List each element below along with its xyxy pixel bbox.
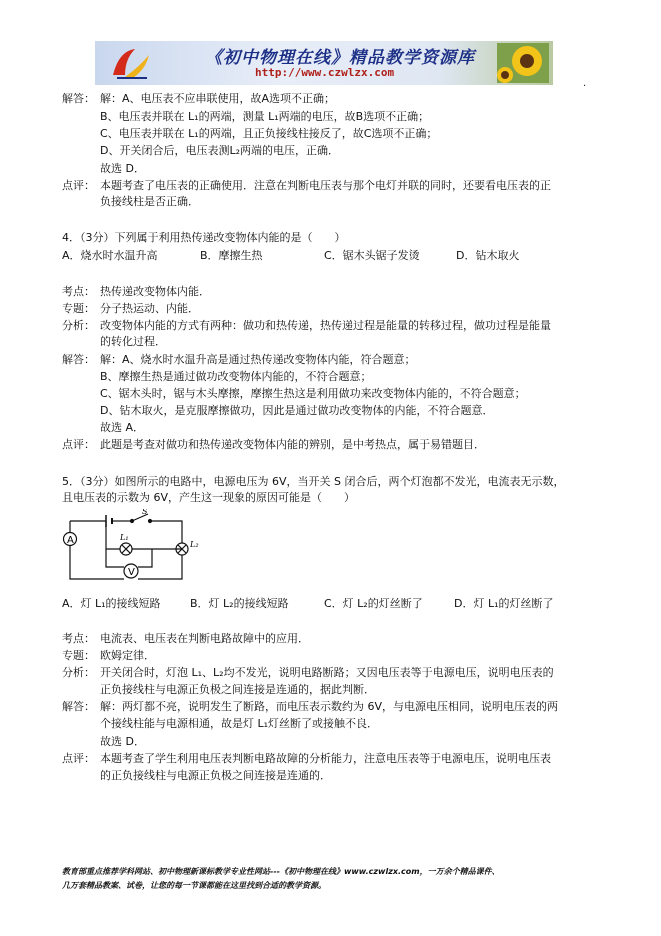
site-banner [95,41,553,85]
comment-line: 的正负接线柱与电源正负极之间连接是连通的． [100,769,331,782]
jieda-label: 解答： [62,700,95,713]
zhuanti-text: 分子热运动、内能． [100,302,199,315]
answer-line: 故选 A． [100,421,145,434]
zhuanti-label: 专题： [62,302,95,315]
option-a: A．灯 L₁的接线短路 [62,597,161,610]
comment-line: 本题考查了电压表的正确使用．注意在判断电压表与那个电灯并联的同时，还要看电压表的正 [100,179,551,192]
answer-line: 解：两灯都不亮，说明发生了断路，而电压表示数约为 6V，与电源电压相同，说明电压表的两 [100,700,559,713]
question-5-stem: 5．（3分）如图所示的电路中，电源电压为 6V，当开关 S 闭合后，两个灯泡都不发光，电流表无示数， [62,475,565,488]
comment-line: 本题考查了学生利用电压表判断电路故障的分析能力，注意电压表等于电源电压，说明电压表 [100,752,551,765]
answer-line: 解：A、电压表不应串联使用，故A选项不正确； [100,92,336,105]
sunflower-icon [497,43,549,83]
question-4-stem: 4．（3分）下列属于利用热传递改变物体内能的是（ ） [62,231,346,244]
kaodian-text: 电流表、电压表在判断电路故障中的应用． [100,632,309,645]
banner-url: http://www.czwlzx.com [255,66,395,79]
kaodian-text: 热传递改变物体内能． [100,285,210,298]
answer-line: C、电压表并联在 L₁的两端，且正负接线柱接反了，故C选项不正确； [100,127,438,140]
answer-line: D、钻木取火，是克服摩擦做功，因此是通过做功改变物体的内能，不符合题意． [100,404,494,417]
lamp2-label: L₂ [190,540,199,549]
answer-line: C、锯木头时，锯与木头摩擦，摩擦生热这是利用做功来改变物体内能的，不符合题意； [100,387,526,400]
ammeter-label: A [67,535,74,546]
option-b: B．摩擦生热 [200,249,263,262]
option-d: D．灯 L₁的灯丝断了 [454,597,554,610]
fenxi-label: 分析： [62,319,95,332]
zhuanti-label: 专题： [62,649,95,662]
circuit-diagram [62,509,202,589]
answer-line: 解：A、烧水时水温升高是通过热传递改变物体内能，符合题意； [100,353,416,366]
answer-line: 故选 D． [100,162,145,175]
corner-mark: . [583,78,587,89]
option-b: B．灯 L₂的接线短路 [190,597,289,610]
lamp1-label: L₁ [120,533,129,542]
kaodian-label: 考点： [62,285,95,298]
dianping-label: 点评： [62,438,95,451]
answer-line: 故选 D． [100,735,145,748]
footer-line-2: 几万套精品教案、试卷，让您的每一节课都能在这里找到合适的教学资源。 [62,881,326,890]
zhuanti-text: 欧姆定律． [100,649,155,662]
option-a: A．烧水时水温升高 [62,249,158,262]
jieda-label: 解答： [62,92,95,105]
question-5-stem: 且电压表的示数为 6V，产生这一现象的原因可能是（ ） [62,491,356,504]
analysis-line: 改变物体内能的方式有两种：做功和热传递，热传递过程是能量的转移过程，做功过程是能量 [100,319,551,332]
dianping-label: 点评： [62,179,95,192]
answer-line: 个接线柱能与电源相通，故是灯 L₁灯丝断了或接触不良． [100,717,379,730]
analysis-line: 开关闭合时，灯泡 L₁、L₂均不发光，说明电路断路；又因电压表等于电源电压，说明电压表的 [100,666,554,679]
answer-line: B、电压表并联在 L₁的两端，测量 L₁两端的电压，故B选项不正确； [100,110,430,123]
switch-label: S [142,509,148,516]
banner-title: 《初中物理在线》精品教学资源库 [205,48,475,68]
comment-text: 此题是考查对做功和热传递改变物体内能的辨别，是中考热点，属于易错题目． [100,438,485,451]
analysis-line: 的转化过程． [100,335,166,348]
answer-line: D、开关闭合后，电压表测L₂两端的电压，正确． [100,144,340,157]
footer-line-1: 教育部重点推荐学科网站、初中物理新课标教学专业性网站---《初中物理在线》www.czwlzx.com，一万余个精品课件、 [62,867,500,876]
voltmeter-label: V [128,567,135,578]
kaodian-label: 考点： [62,632,95,645]
option-d: D．钻木取火 [456,249,520,262]
dianping-label: 点评： [62,752,95,765]
comment-line: 负接线柱是否正确． [100,195,199,208]
option-c: C．灯 L₂的灯丝断了 [324,597,423,610]
option-c: C．锯木头锯子发烫 [324,249,420,262]
answer-line: B、摩擦生热是通过做功改变物体内能的，不符合题意； [100,370,372,383]
jieda-label: 解答： [62,353,95,366]
analysis-line: 正负接线柱与电源正负极之间连接是连通的，据此判断． [100,683,375,696]
fenxi-label: 分析： [62,666,95,679]
site-logo-icon [109,45,153,81]
